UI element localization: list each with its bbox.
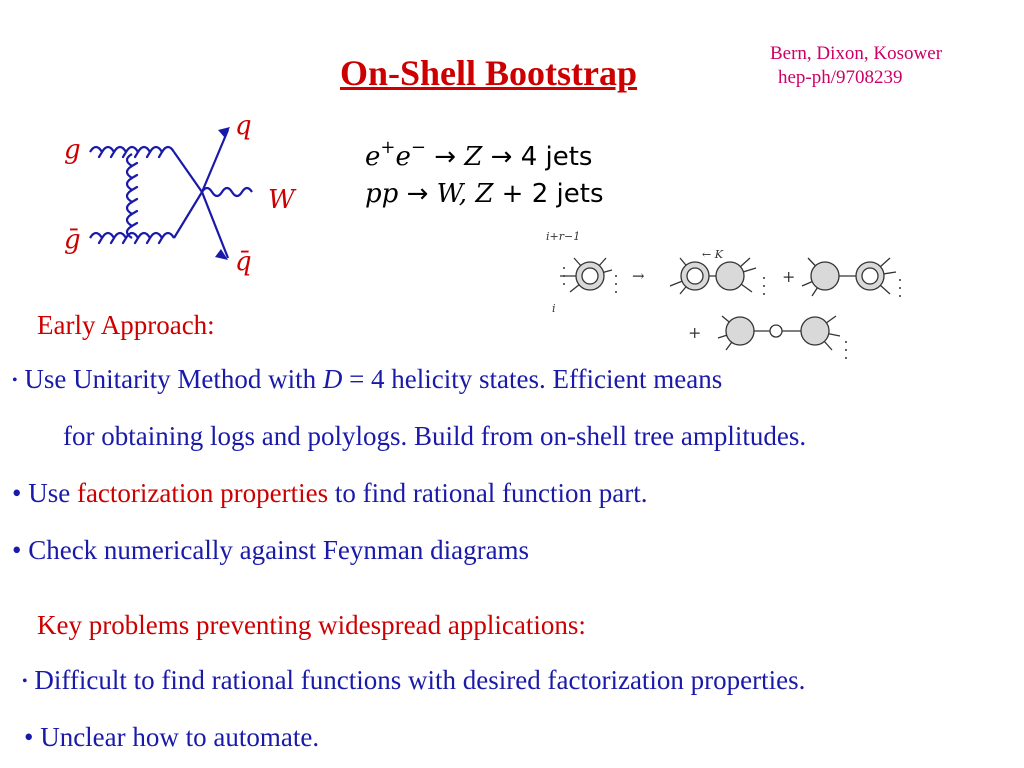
tree-blob (811, 262, 839, 290)
quark-line-top (174, 130, 228, 192)
slide-title: On-Shell Bootstrap (340, 53, 638, 93)
bullet-rational-functions: • Difficult to find rational functions with desired factorization properties. (22, 665, 806, 695)
label-qbar: q̄ (235, 247, 252, 277)
label-plus-2: + (688, 323, 702, 342)
process-line-2: pp → W, Z + 2 jets (365, 179, 604, 209)
bullet-unitarity: • Use Unitarity Method with D = 4 helicity states. Efficient means (12, 364, 723, 394)
arrow-icon (218, 127, 230, 138)
reference-authors: Bern, Dixon, Kosower (770, 43, 943, 64)
label-top-index: i+r−1 (546, 230, 581, 243)
feynman-diagram (50, 110, 320, 285)
bullet-unitarity-continuation: for obtaining logs and polylogs. Build from on-shell tree amplitudes. (63, 421, 807, 451)
label-plus-1: + (782, 267, 796, 286)
label-momentum: ← K (702, 248, 723, 261)
loop-bubble (770, 325, 782, 337)
label-w: W (268, 185, 295, 215)
gluon-line-bottom (90, 233, 174, 243)
reference-block (770, 42, 942, 90)
gluon-line-vertical (127, 154, 137, 238)
tree-blob (726, 317, 754, 345)
label-arrow: → (632, 267, 645, 285)
label-gbar: ḡ (64, 225, 81, 255)
bullet-check-numerically: • Check numerically against Feynman diagrams (12, 535, 530, 565)
quark-line-bottom (174, 192, 228, 258)
factorization-diagram (540, 228, 920, 368)
process-line-1: e+e− → Z → 4 jets (365, 137, 593, 172)
early-approach-heading: Early Approach: (37, 310, 215, 340)
gluon-line-top (90, 147, 174, 157)
tree-blob (801, 317, 829, 345)
reference-arxiv: hep-ph/9708239 (778, 67, 903, 88)
w-boson-line (202, 188, 252, 196)
label-bottom-index: i (552, 302, 556, 315)
key-problems-heading: Key problems preventing widespread applications: (37, 610, 586, 640)
bullet-factorization: • Use factorization properties to find rational function part. (12, 478, 648, 508)
label-q: q (235, 111, 252, 141)
tree-blob (716, 262, 744, 290)
label-g: g (64, 135, 81, 165)
bullet-automate: • Unclear how to automate. (24, 722, 320, 752)
